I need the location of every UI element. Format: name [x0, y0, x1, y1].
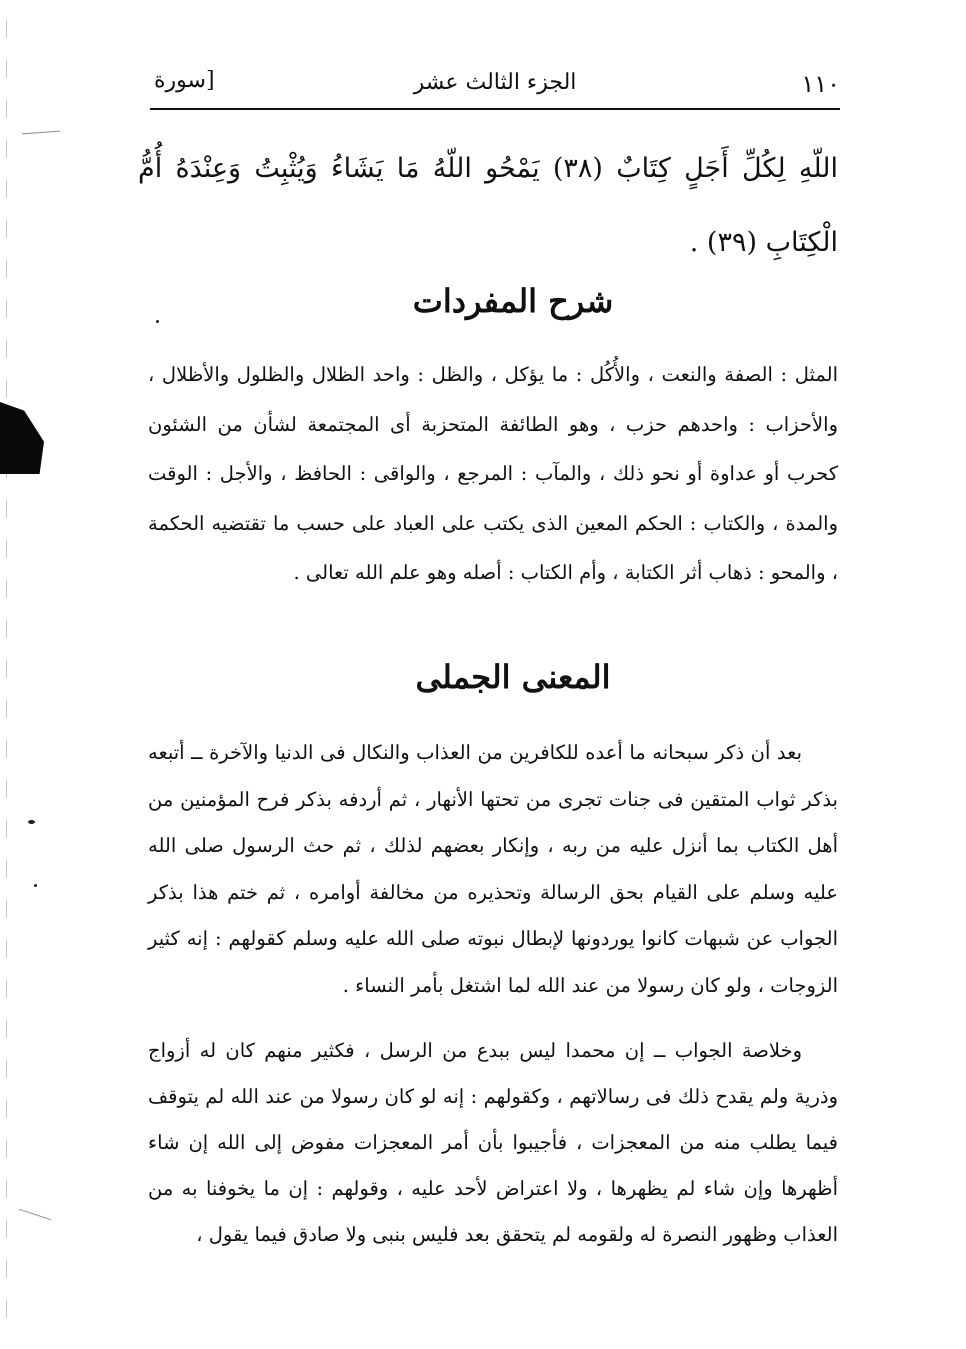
scan-speck [28, 820, 35, 824]
vocabulary-paragraph: المثل : الصفة والنعت ، والأُكُل : ما يؤكل ، والظل : واحد الظلال والظلول والأظلال ، والأحزاب : واحدهم حزب ، وهو الطائفة المتحزبة أى المجتمعة لشأن من الشئون كحرب أو عداوة أو نحو ذلك ، والمآب : المرجع ، والواقى : الحافظ ، والأجل : الوقت والمدة ، والكتاب : الحكم المعين الذى يكتب على العباد على حسب ما تقتضيه الحكمة ، والمحو : ذهاب أثر الكتابة ، وأم الكتاب : أصله وهو علم الله تعالى . [148, 363, 838, 584]
page-header [150, 66, 840, 110]
scan-edge-blot [0, 402, 44, 474]
surah-label: [سورة [154, 68, 215, 93]
scan-mark [22, 131, 60, 135]
quran-verse: اللّهِ لِكُلِّ أَجَلٍ كِتَابٌ (٣٨) يَمْحُو اللّهُ مَا يَشَاءُ وَيُثْبِتُ وَعِنْدَهُ أُمُّ الْكِتَابِ (٣٩) . [138, 153, 838, 258]
section-heading-vocabulary: شرح المفردات [412, 282, 614, 320]
general-meaning-paragraph-2: وخلاصة الجواب ــ إن محمدا ليس ببدع من الرسل ، فكثير منهم كان له أزواج وذرية ولم يقدح ذلك فى رسالاتهم ، وكقولهم : إنه لو كان رسولا من عند الله لم يتوقف فيما يطلب منه من المعجزات ، فأجيبوا بأن أمر المعجزات مفوض إلى الله إن شاء أظهرها وإن شاء لم يظهرها ، ولا اعتراض لأحد عليه ، وقولهم : إن ما يخوفنا به من العذاب وظهور النصرة له ولقومه لم يتحقق بعد فليس بنبى ولا صادق فيما يقول ، [148, 1039, 838, 1246]
page-number: ١١٠ [801, 70, 840, 98]
general-meaning-paragraph-1: بعد أن ذكر سبحانه ما أعده للكافرين من العذاب والنكال فى الدنيا والآخرة ــ أتبعه بذكر ثواب المتقين فى جنات تجرى من تحتها الأنهار ، ثم أردفه بذكر فرح المؤمنين من أهل الكتاب بما أنزل عليه من ربه ، وإنكار بعضهم لذلك ، ثم حث الرسول صلى الله عليه وسلم على القيام بحق الرسالة وتحذيره من مخالفة أوامره ، ثم ختم هذا بذكر الجواب عن شبهات كانوا يوردونها لإبطال نبوته صلى الله عليه وسلم كقولهم : إنه كثير الزوجات ، ولو كان رسولا من عند الله لما اشتغل بأمر النساء . [148, 741, 838, 997]
scan-speck [34, 884, 37, 887]
scan-speck [156, 320, 159, 323]
section-heading-general-meaning: المعنى الجملى [415, 658, 611, 696]
scan-mark [19, 1209, 52, 1220]
running-title: الجزء الثالث عشر [413, 70, 577, 95]
